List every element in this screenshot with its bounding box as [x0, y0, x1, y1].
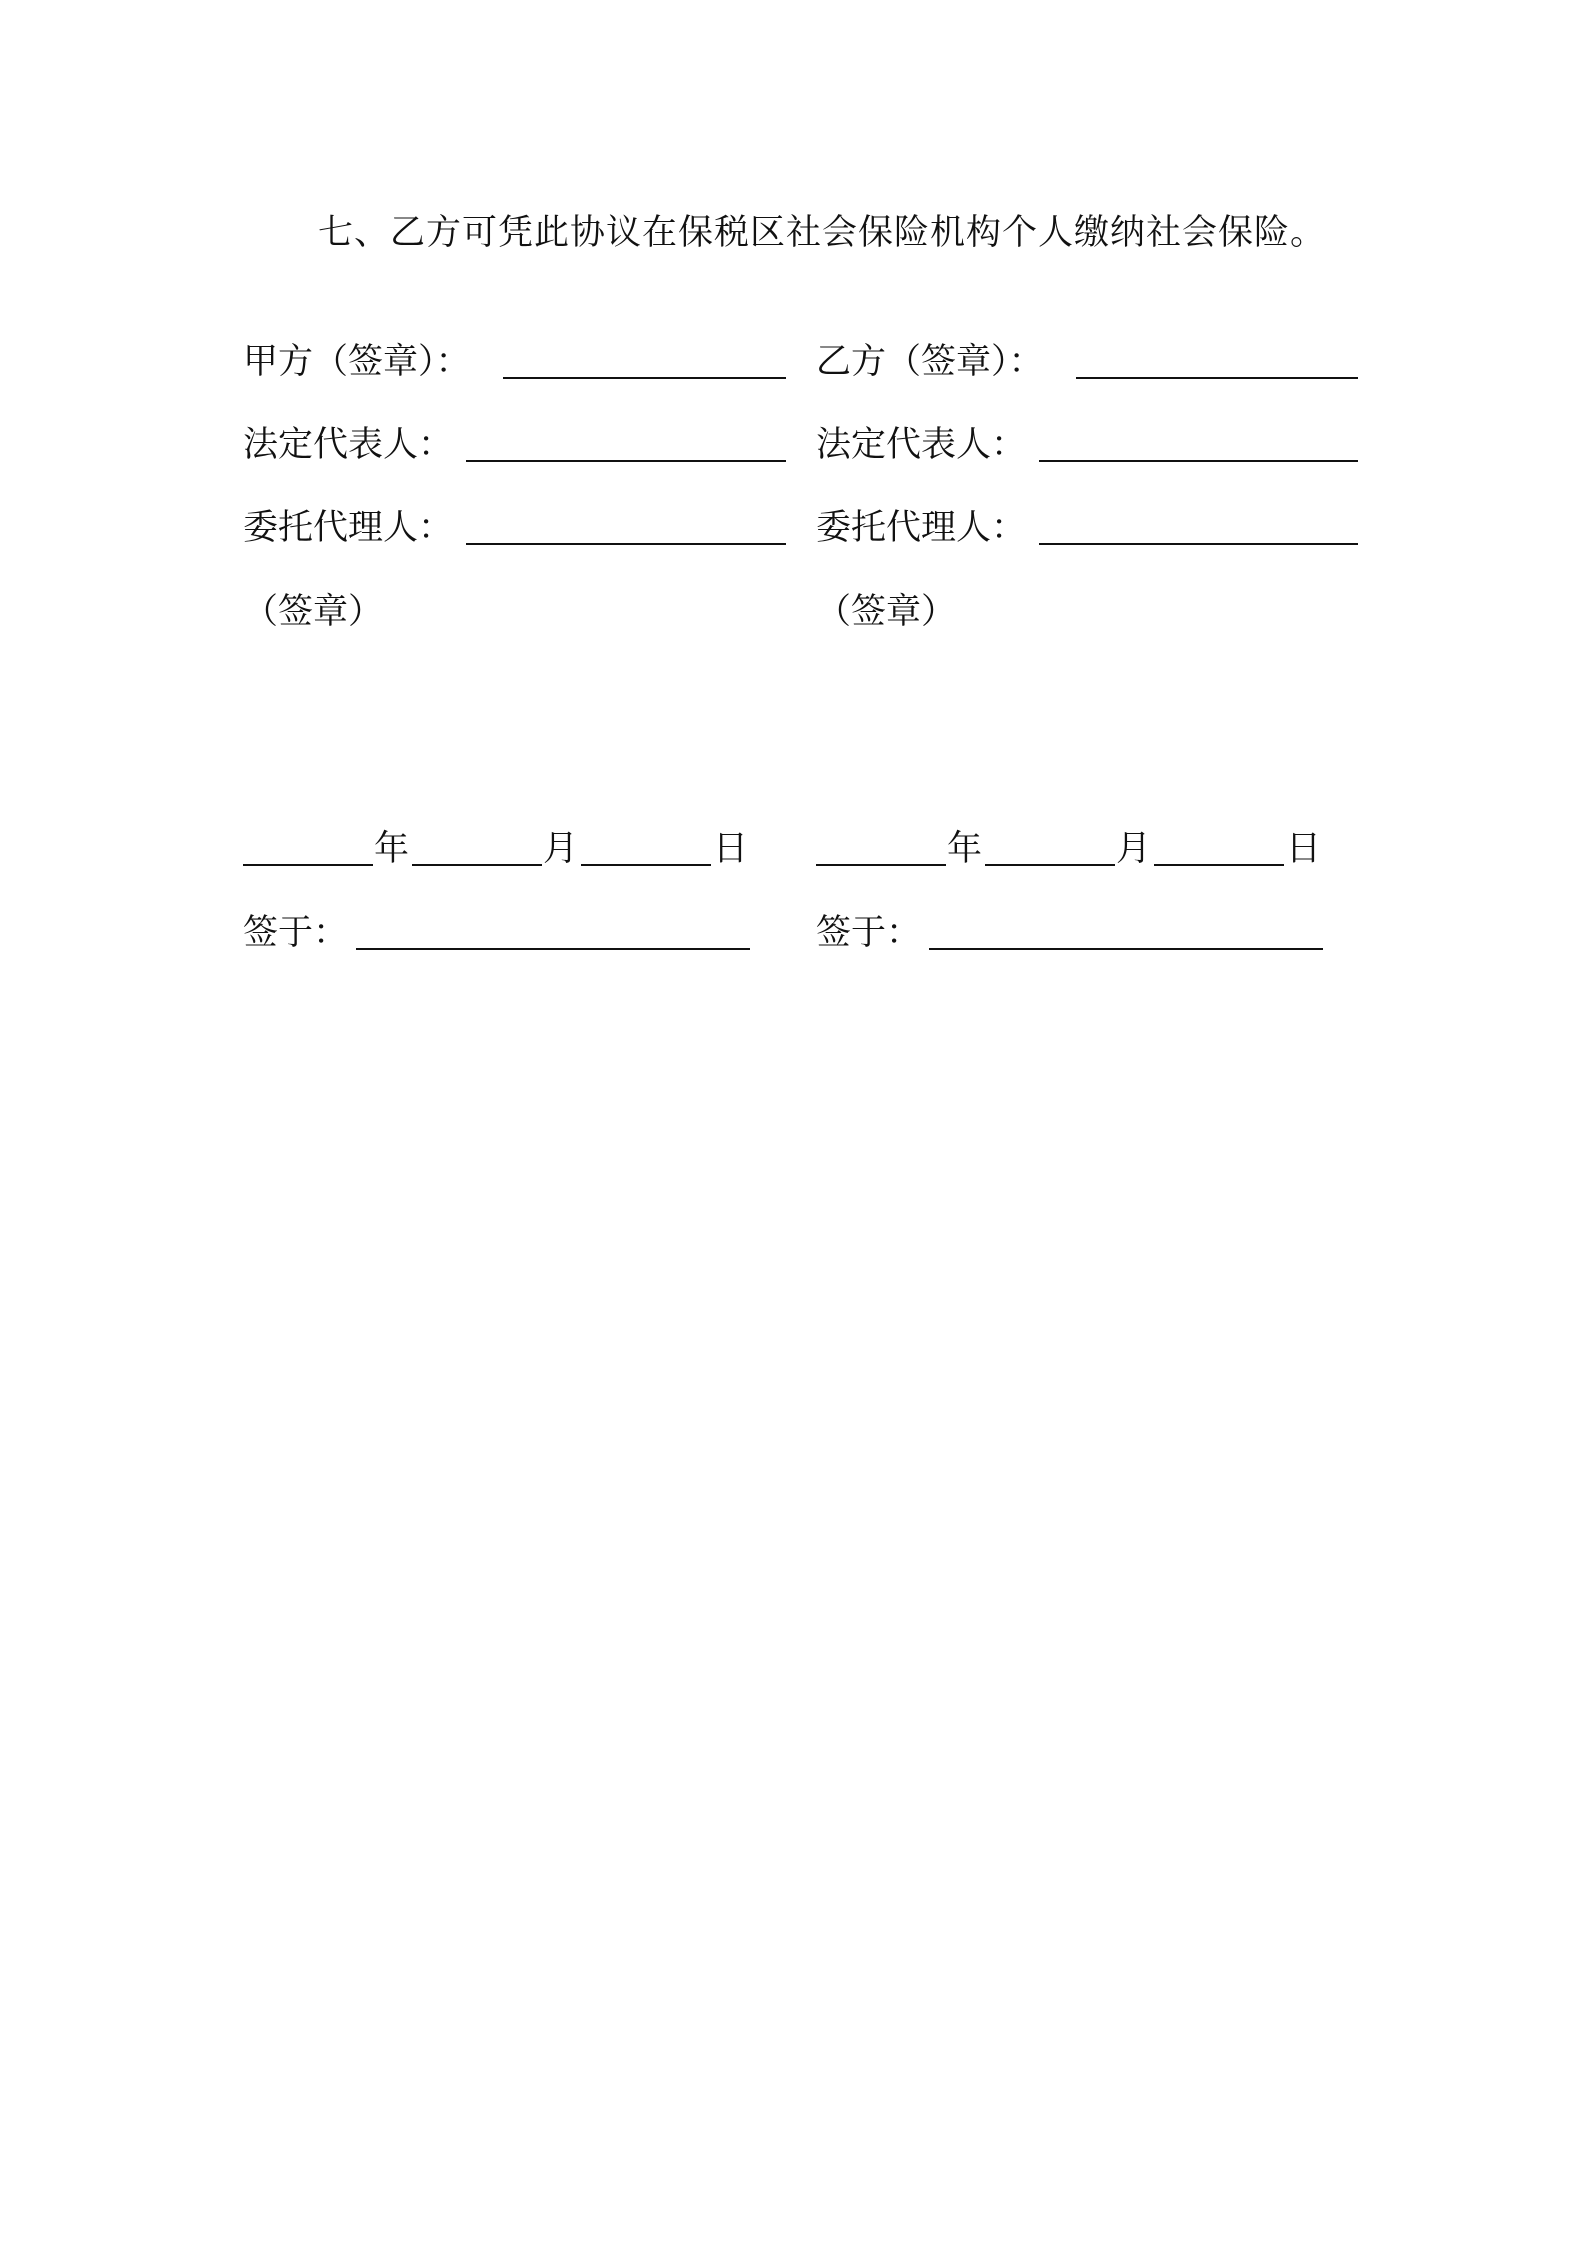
party-b-legal-rep-label: 法定代表人： [816, 425, 1027, 465]
party-a-year-field[interactable] [243, 864, 373, 866]
party-b-agent-field[interactable] [1039, 543, 1358, 545]
party-a-legal-rep-label: 法定代表人： [243, 425, 454, 465]
party-a-month-label: 月 [543, 829, 579, 869]
party-b-seal-note: （签章） [816, 592, 957, 632]
party-b-legal-rep-field[interactable] [1039, 460, 1358, 462]
party-a-signature-field[interactable] [503, 377, 786, 379]
party-a-day-label: 日 [713, 829, 749, 869]
clause-seven: 七、乙方可凭此协议在保税区社会保险机构个人缴纳社会保险。 [318, 213, 1327, 253]
party-b-year-label: 年 [947, 829, 983, 869]
party-b-signature-field[interactable] [1076, 377, 1358, 379]
party-b-signature-label: 乙方（签章）： [816, 342, 1044, 382]
party-a-agent-field[interactable] [466, 543, 786, 545]
party-a-seal-note: （签章） [243, 592, 384, 632]
party-a-signed-at-field[interactable] [356, 948, 750, 950]
party-a-agent-label: 委托代理人： [243, 508, 454, 548]
party-b-year-field[interactable] [816, 864, 946, 866]
party-a-legal-rep-field[interactable] [466, 460, 786, 462]
party-b-day-field[interactable] [1154, 864, 1284, 866]
party-b-month-field[interactable] [985, 864, 1115, 866]
party-b-day-label: 日 [1286, 829, 1322, 869]
party-a-year-label: 年 [374, 829, 410, 869]
party-a-day-field[interactable] [581, 864, 711, 866]
party-a-signature-label: 甲方（签章）： [243, 342, 471, 382]
party-b-agent-label: 委托代理人： [816, 508, 1027, 548]
party-b-signed-at-field[interactable] [929, 948, 1323, 950]
party-a-month-field[interactable] [412, 864, 542, 866]
party-b-month-label: 月 [1116, 829, 1152, 869]
party-a-signed-at-label: 签于： [243, 913, 349, 953]
party-b-signed-at-label: 签于： [816, 913, 922, 953]
